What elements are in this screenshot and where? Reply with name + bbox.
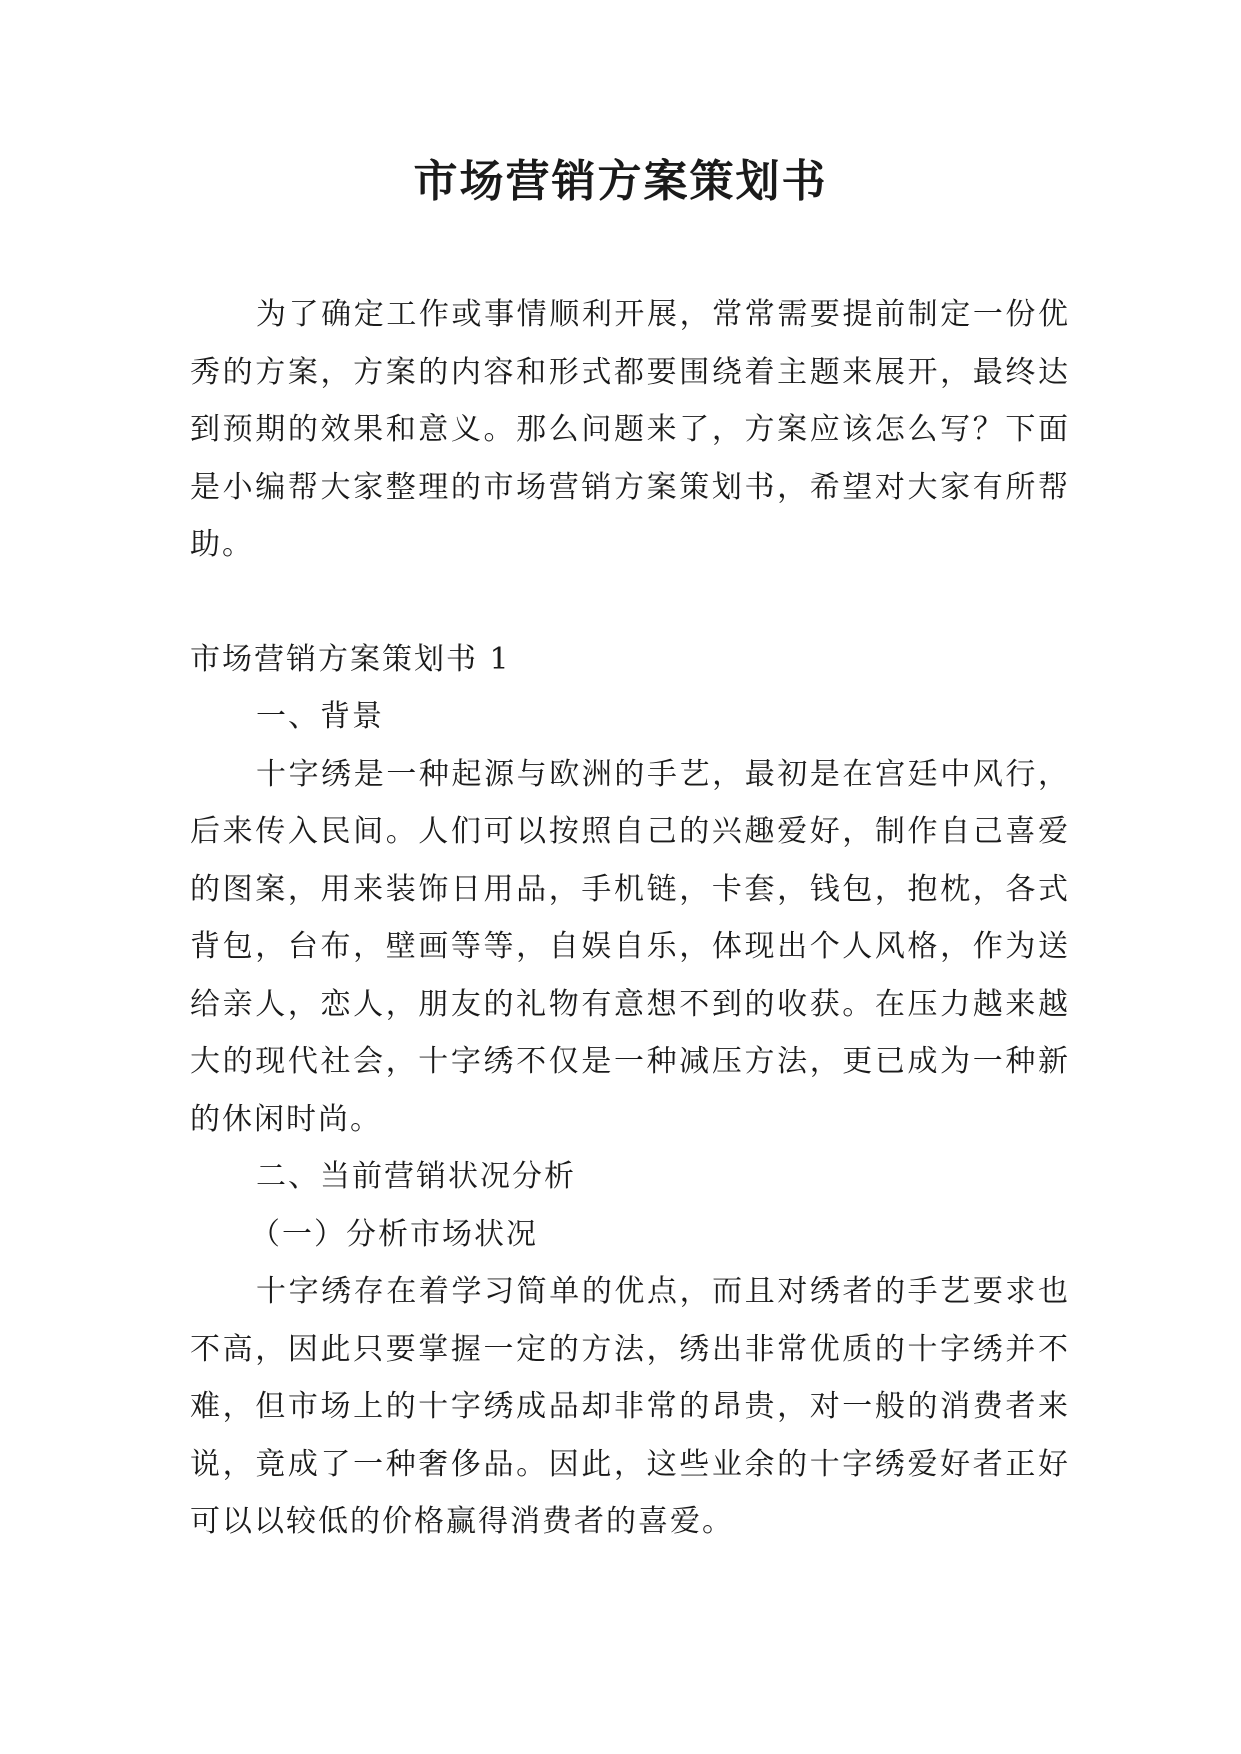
heading-background: 一、背景 xyxy=(256,699,384,734)
document-body xyxy=(190,286,1070,1551)
section-title: 市场营销方案策划书 1 xyxy=(190,641,511,677)
document-title: 市场营销方案策划书 xyxy=(413,156,828,207)
section-spacer xyxy=(190,574,1070,631)
intro-paragraph: 为了确定工作或事情顺利开展，常常需要提前制定一份优秀的方案，方案的内容和形式都要围绕着主题来展开，最终达到预期的效果和意义。那么问题来了，方案应该怎么写？下面是小编帮大家整理的市场营销方案策划书，希望对大家有所帮助。 xyxy=(190,297,1070,562)
heading-marketing-analysis: 二、当前营销状况分析 xyxy=(256,1159,576,1194)
market-status-paragraph: 十字绣存在着学习简单的优点，而且对绣者的手艺要求也不高，因此只要掌握一定的方法，绣出非常优质的十字绣并不难，但市场上的十字绣成品却非常的昂贵，对一般的消费者来说，竟成了一种奢侈品。因此，这些业余的十字绣爱好者正好可以以较低的价格赢得消费者的喜爱。 xyxy=(190,1274,1070,1539)
background-paragraph: 十字绣是一种起源与欧洲的手艺，最初是在宫廷中风行，后来传入民间。人们可以按照自己的兴趣爱好，制作自己喜爱的图案，用来装饰日用品，手机链，卡套，钱包，抱枕，各式背包，台布，壁画等等，自娱自乐，体现出个人风格，作为送给亲人，恋人，朋友的礼物有意想不到的收获。在压力越来越大的现代社会，十字绣不仅是一种减压方法，更已成为一种新的休闲时尚。 xyxy=(190,756,1070,1137)
heading-market-status: （一）分析市场状况 xyxy=(250,1216,538,1252)
